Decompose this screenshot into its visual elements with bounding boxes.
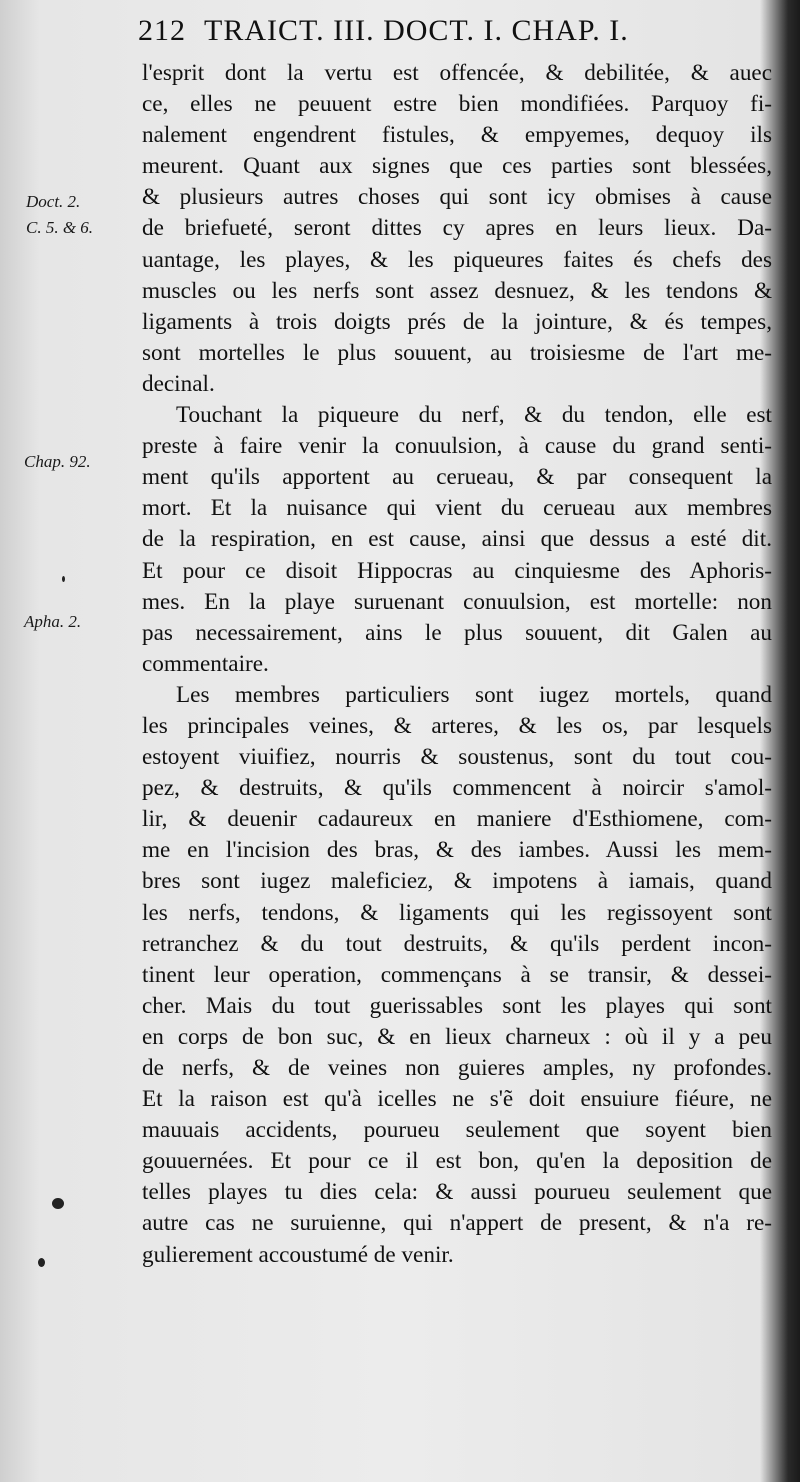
text-line: decinal. [142,370,215,397]
ink-speck [62,576,65,582]
text-line: mauuais accidents, pourueu seulement que soyent bien [142,1117,772,1144]
running-head [138,14,778,54]
text-line: de nerfs, & de veines non guieres amples, ny profondes. [142,1055,772,1081]
text-line: Et la raison est qu'à icelles ne s'ẽ doit ensuiure fiéure, ne [142,1086,772,1113]
text-line: ligaments à trois doigts prés de la jointure, & és tempes, [142,308,772,335]
text-line: autre cas ne suruienne, qui n'appert de present, & n'a re- [142,1210,772,1237]
text-line: de briefueté, seront dittes cy apres en leurs lieux. Da- [142,215,772,242]
text-line: pas necessairement, ains le plus souuent, dit Galen au [142,619,772,646]
text-line: de la respiration, en est cause, ainsi que dessus a esté dit. [142,526,772,553]
body-text [142,58,772,1271]
text-line: ce, elles ne peuuent estre bien mondifiées. Parquoy fi- [142,91,772,118]
text-line: en corps de bon suc, & en lieux charneux : où il y a peu [142,1023,772,1050]
text-line: gouuernées. Et pour ce il est bon, qu'en la deposition de [142,1148,772,1175]
page-number: 212 [138,14,186,47]
text-line: estoyent viuifiez, nourris & soustenus, sont du tout cou- [142,744,772,771]
text-line: gulierement accoustumé de venir. [142,1241,454,1268]
text-line: muscles ou les nerfs sont assez desnuez, & les tendons & [142,277,772,304]
margin-note: Chap. 92. [24,452,91,471]
margin-note: C. 5. & 6. [26,218,94,237]
margin-note: Doct. 2. [26,192,81,211]
text-line: Touchant la piqueure du nerf, & du tendon, elle est [176,402,772,429]
text-line: & plusieurs autres choses qui sont icy obmises à cause [142,184,772,211]
margin-note: Apha. 2. [24,612,82,631]
text-line: les principales veines, & arteres, & les os, par lesquels [142,712,772,739]
text-line: meurent. Quant aux signes que ces parties sont blessées, [142,153,772,180]
text-line: bres sont iugez maleficiez, & impotens à iamais, quand [142,868,772,895]
text-line: cher. Mais du tout guerissables sont les playes qui sont [142,992,772,1019]
text-line: l'esprit dont la vertu est offencée, & debilitée, & auec [142,60,772,86]
text-line: ment qu'ils apportent au cerueau, & par consequent la [142,464,772,491]
text-line: les nerfs, tendons, & ligaments qui les regissoyent sont [142,899,772,926]
text-line: Les membres particuliers sont iugez mortels, quand [176,681,772,708]
text-line: pez, & destruits, & qu'ils commencent à noircir s'amol- [142,775,772,802]
text-line: me en l'incision des bras, & des iambes. Aussi les mem- [142,837,772,864]
text-line: preste à faire venir la conuulsion, à cause du grand senti- [142,433,772,460]
ink-speck [38,1258,45,1267]
text-line: commentaire. [142,650,269,677]
text-line: Et pour ce disoit Hippocras au cinquiesme des Aphoris- [142,557,772,584]
text-line: nalement engendrent fistules, & empyemes, dequoy ils [142,122,772,149]
running-title: TRAICT. III. DOCT. I. CHAP. I. [204,14,629,47]
text-line: sont mortelles le plus souuent, au troisiesme de l'art me- [142,339,772,366]
text-line: mes. En la playe suruenant conuulsion, est mortelle: non [142,588,772,615]
text-line: uantage, les playes, & les piqueures faites és chefs des [142,246,772,273]
text-line: telles playes tu dies cela: & aussi pourueu seulement que [142,1179,772,1206]
text-line: tinent leur operation, commençans à se transir, & dessei- [142,961,772,988]
text-line: retranchez & du tout destruits, & qu'ils perdent incon- [142,930,772,957]
ink-speck [52,1198,64,1209]
text-line: lir, & deuenir cadaureux en maniere d'Esthiomene, com- [142,806,772,833]
text-line: mort. Et la nuisance qui vient du cerueau aux membres [142,495,772,522]
